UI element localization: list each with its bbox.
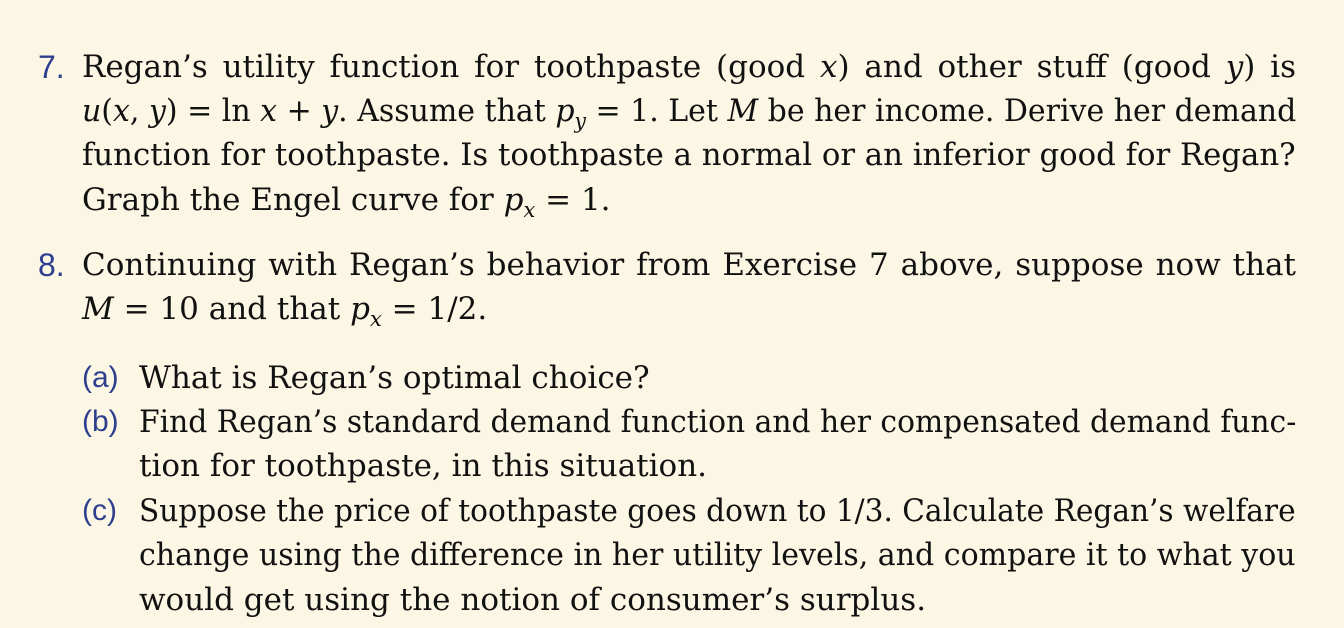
exercise-line: Graph the Engel curve for $p_x = 1$.	[82, 182, 611, 222]
exercise-line: function for toothpaste. Is toothpaste a normal or an inferior good for Regan?	[82, 137, 1296, 173]
part-label-a: (a)	[82, 361, 119, 394]
part-label-c: (c)	[82, 494, 117, 527]
part-label-b: (b)	[82, 405, 119, 438]
part-line: Find Regan’s standard demand function and her compensated demand func-	[139, 404, 1297, 440]
part-line: tion for toothpaste, in this situation.	[139, 448, 708, 484]
exercise-line: Continuing with Regan’s behavior from Exercise 7 above, suppose now that	[82, 247, 1296, 283]
exercise-number: 7.	[38, 49, 65, 85]
exercise-number: 8.	[38, 247, 65, 283]
part-line: What is Regan’s optimal choice?	[139, 360, 650, 396]
exercise-line: M = 10 and that $p_x = 1/2$.	[82, 291, 488, 331]
part-line: Suppose the price of toothpaste goes down to 1/3. Calculate Regan’s welfare	[139, 493, 1296, 529]
exercise-line: Regan’s utility function for toothpaste (good x) and other stuff (good y) is	[82, 49, 1297, 85]
exercise-line: u(x, y) = ln x + y. Assume that $p_y = 1$. Let M be her income. Derive her demand	[82, 93, 1297, 133]
part-line: would get using the notion of consumer’s surplus.	[139, 582, 927, 618]
part-line: change using the difference in her utility levels, and compare it to what you	[139, 537, 1296, 573]
